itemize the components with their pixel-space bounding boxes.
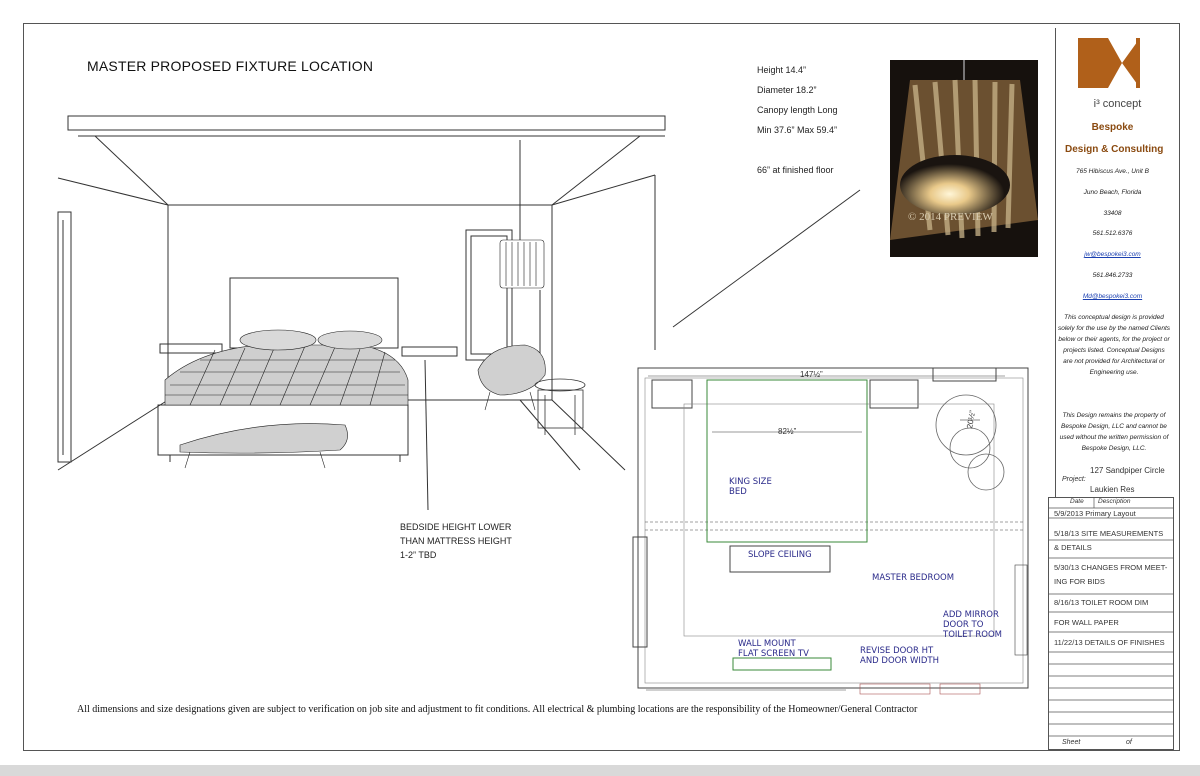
add-mirror-line1: ADD MIRROR: [943, 610, 999, 620]
spec-min-max: Min 37.6” Max 59.4”: [757, 125, 838, 135]
company-name-line2: Design & Consulting: [1065, 144, 1164, 155]
spec-mount-height: 66” at finished floor: [757, 165, 834, 175]
phone-1: 561.512.6376: [1092, 230, 1133, 237]
photo-watermark: © 2014 PREVIEW: [908, 211, 993, 223]
project-address: 127 Sandpiper Circle: [1090, 466, 1165, 475]
plan-dim-round: 20½”: [965, 409, 978, 430]
project-label: Project:: [1062, 476, 1086, 483]
sheet-label: Sheet: [1062, 739, 1081, 746]
bedside-note-line1: BEDSIDE HEIGHT LOWER: [400, 522, 512, 532]
sheet-of-label: of: [1126, 739, 1132, 746]
plan-label-master-bedroom: MASTER BEDROOM: [872, 573, 955, 583]
project-name: Laukien Res: [1090, 485, 1135, 494]
add-mirror-line3: TOILET ROOM: [943, 630, 1003, 640]
spec-height: Height 14.4”: [757, 65, 807, 75]
revise-door-line1: REVISE DOOR HT: [860, 646, 934, 656]
email-2-link[interactable]: Md@bespokei3.com: [1082, 293, 1143, 300]
revision-row: 5/9/2013 Primary Layout: [1054, 509, 1136, 518]
revision-row: FOR WALL PAPER: [1054, 618, 1119, 627]
king-bed-line1: KING SIZE: [729, 477, 772, 487]
revise-door-line2: AND DOOR WIDTH: [860, 656, 939, 666]
plan-label-slope-ceiling: SLOPE CEILING: [748, 550, 812, 560]
address-line1: 765 Hibiscus Ave., Unit B: [1076, 168, 1149, 175]
disclaimer-paragraph-2: This Design remains the property of Bespoke Design, LLC and cannot be used without the written permission of Bespoke Design, LLC.: [1059, 412, 1169, 452]
revision-row: 5/18/13 SITE MEASUREMENTS: [1054, 529, 1164, 538]
revision-row: ING FOR BIDS: [1054, 577, 1105, 586]
bedside-note-line2: THAN MATTRESS HEIGHT: [400, 536, 512, 546]
disclaimer: All dimensions and size designations given are subject to verification on job site and adjustment to fit conditions. All electrical & plumbing locations are the responsibility of the Homeowner/General Contractor: [77, 704, 918, 715]
phone-2: 561.846.2733: [1092, 272, 1133, 279]
drawing-title: MASTER PROPOSED FIXTURE LOCATION: [87, 58, 374, 74]
company-name-line1: Bespoke: [1091, 122, 1134, 133]
disclaimer-paragraph-1: This conceptual design is provided solely for the use by the named Clients below or their agents, for the project or projects listed. Conceptual Designs are not provided for Architectural or Engineering use.: [1058, 314, 1171, 376]
revision-row: 5/30/13 CHANGES FROM MEET-: [1054, 563, 1168, 572]
wall-mount-line2: FLAT SCREEN TV: [738, 649, 809, 659]
plan-dim-width: 147½”: [800, 370, 823, 379]
revision-row: 8/16/13 TOILET ROOM DIM: [1054, 598, 1149, 607]
revision-header-date: Date: [1070, 498, 1084, 505]
wall-mount-line1: WALL MOUNT: [738, 639, 796, 649]
spec-canopy: Canopy length Long: [757, 105, 838, 115]
revision-row: 11/22/13 DETAILS OF FINISHES: [1054, 638, 1165, 647]
add-mirror-line2: DOOR TO: [943, 620, 984, 630]
address-line2: Juno Beach, Florida: [1083, 189, 1142, 196]
address-zip: 33408: [1103, 210, 1122, 217]
revision-header-description: Description: [1098, 498, 1131, 505]
email-1-link[interactable]: jw@bespokei3.com: [1084, 251, 1141, 258]
bedside-note-line3: 1-2” TBD: [400, 550, 437, 560]
brand-name: i³ concept: [1093, 98, 1142, 110]
spec-diameter: Diameter 18.2”: [757, 85, 817, 95]
revision-row: & DETAILS: [1054, 543, 1092, 552]
plan-dim-bed: 82½”: [778, 427, 797, 436]
king-bed-line2: BED: [729, 487, 747, 497]
